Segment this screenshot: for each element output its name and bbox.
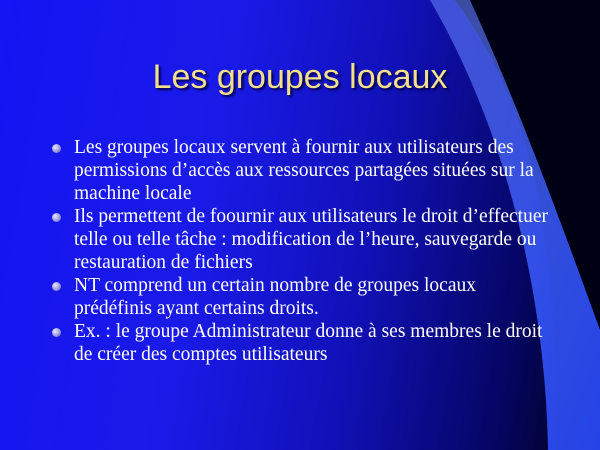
- slide-title: Les groupes locaux: [152, 58, 448, 96]
- bullet-text: NT comprend un certain nombre de groupes locaux prédéfinis ayant certains droits.: [74, 275, 476, 319]
- bullet-text: Les groupes locaux servent à fournir aux utilisateurs des permissions d’accès aux ressources partagées situées sur la machine locale: [74, 137, 534, 204]
- bullet-dot-icon: [52, 144, 61, 153]
- list-item: [52, 136, 552, 205]
- list-item: [52, 205, 552, 274]
- list-item: [52, 320, 552, 366]
- bullet-text: Ils permettent de foournir aux utilisateurs le droit d’effectuer telle ou telle tâche : modification de l’heure, sauvegarde ou restauration de fichiers: [74, 206, 548, 273]
- bullet-list: [52, 136, 552, 366]
- bullet-dot-icon: [52, 282, 61, 291]
- bullet-dot-icon: [52, 328, 61, 337]
- bullet-dot-icon: [52, 213, 61, 222]
- list-item: [52, 274, 552, 320]
- bullet-text: Ex. : le groupe Administrateur donne à ses membres le droit de créer des comptes utilisateurs: [74, 321, 543, 365]
